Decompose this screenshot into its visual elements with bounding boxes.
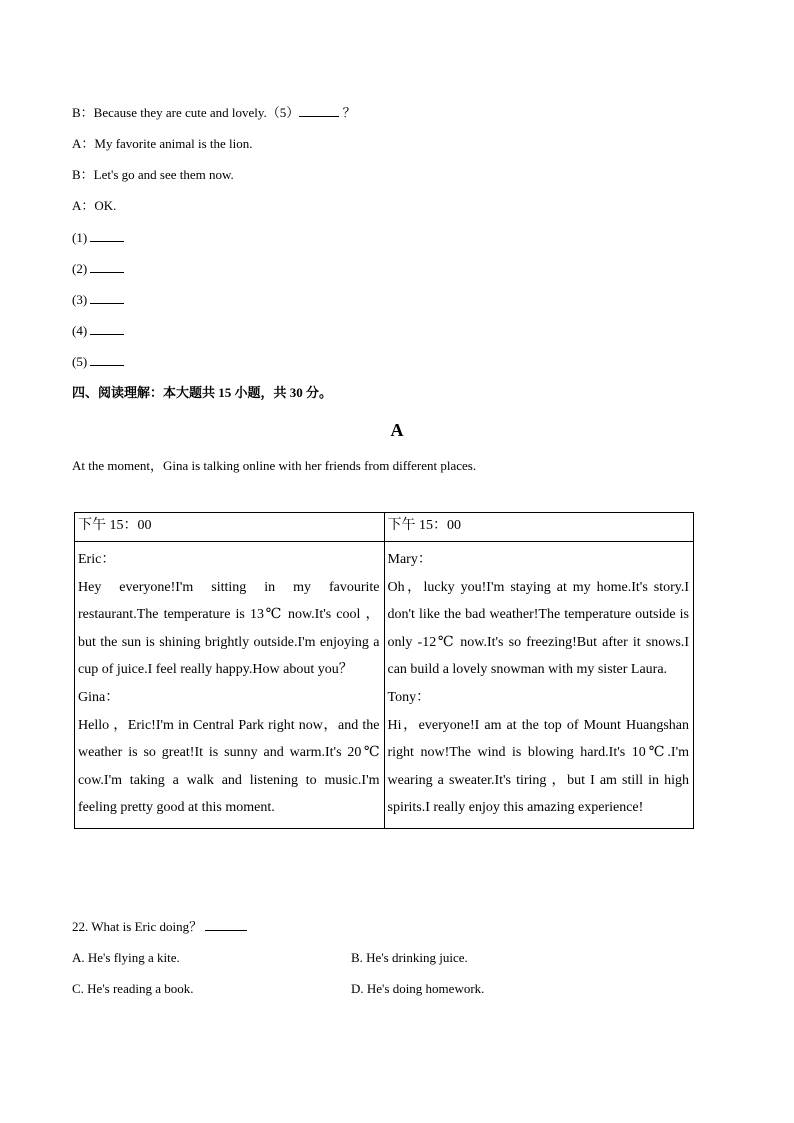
left-column-messages [75,542,385,829]
message-gina: Hello ，Eric!I'm in Central Park right now，and the weather is so great!It is sunny and warm.It's 20℃ cow.I'm taking a walk and listening to music.I'm feeling pretty good at this moment. [78,717,380,816]
speaker-eric: Eric： [78,552,116,567]
dialogue-line-a1: A：My favorite animal is the lion. [72,136,253,151]
question-stem: 22. What is Eric doing？ [72,919,203,934]
answer-line-4 [72,322,124,340]
chat-table [74,512,694,829]
answer-blank-2[interactable] [90,260,124,273]
answer-line-2 [72,260,124,278]
option-b[interactable]: B. He's drinking juice. [351,950,468,965]
left-column-time: 下午 15：00 [75,513,385,542]
chat-table-header-row [75,513,694,542]
message-eric: Hey everyone!I'm sitting in my favourite restaurant.The temperature is 13℃ now.It's cool ，but the sun is shining brightly outside.I'm enjoying a cup of juice.I feel really happy.How about you？ [78,579,380,678]
right-column-time: 下午 15：00 [384,513,694,542]
answer-line-3 [72,291,124,309]
dialogue-line-a2: A：OK. [72,198,117,213]
answer-label-1: (1) [72,230,91,245]
answer-blank-4[interactable] [90,322,124,335]
question-stem-line [72,918,247,936]
speaker-tony: Tony： [387,689,431,705]
answer-blank-5[interactable] [299,104,339,117]
answer-label-2: (2) [72,261,91,276]
speaker-mary: Mary： [387,552,432,567]
answer-line-5 [72,353,124,371]
message-tony: Hi，everyone!I am at the top of Mount Huangshan right now!The wind is blowing hard.It's 10℃.I'm wearing a sweater.It's tiring ，but I am still in high spirits.I really enjoy this amazing experience! [387,717,689,816]
section-heading: 四、阅读理解：本大题共 15 小题，共 30 分。 [72,385,333,400]
passage-intro: At the moment，Gina is talking online with her friends from different places. [72,458,477,473]
answer-blank-5b[interactable] [90,353,124,366]
answer-label-5: (5) [72,354,91,369]
answer-label-4: (4) [72,323,91,338]
passage-title: A [390,420,404,440]
option-c[interactable]: C. He's reading a book. [72,981,194,996]
answer-blank-3[interactable] [90,291,124,304]
dialogue-line-b2: B：Let's go and see them now. [72,167,234,182]
dialogue-b1-question-mark: ？ [342,105,356,120]
answer-blank-1[interactable] [90,229,124,242]
dialogue-b1-text: B：Because they are cute and lovely.（5） [72,105,300,120]
message-mary: Oh，lucky you!I'm staying at my home.It's story.I don't like the bad weather!The temperature outside is only -12℃ now.It's so freezing!But after it snows.I can build a lovely snowman with my sister Laura. [387,579,689,678]
answer-label-3: (3) [72,292,91,307]
answer-line-1 [72,229,124,247]
question-answer-blank[interactable] [205,918,247,931]
dialogue-line-b1 [72,104,356,122]
option-a[interactable]: A. He's flying a kite. [72,950,180,965]
speaker-gina: Gina： [78,689,120,705]
option-d[interactable]: D. He's doing homework. [351,981,485,996]
chat-table-body-row [75,542,694,829]
right-column-messages [384,542,694,829]
